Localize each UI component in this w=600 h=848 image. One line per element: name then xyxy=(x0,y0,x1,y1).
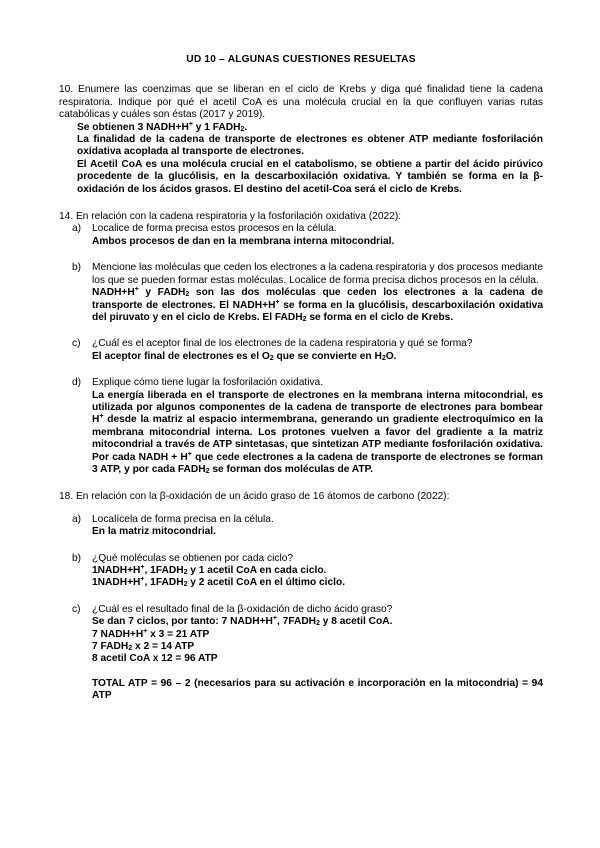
question-18a-answer: En la matriz mitocondrial. xyxy=(92,526,216,538)
superscript: + xyxy=(187,450,192,458)
answer-text: , 7FADH xyxy=(276,616,317,628)
question-10-text: 10. Enumere las coenzimas que se liberan en el ciclo de Krebs y diga qué finalidad tiene la cadena respiratoria. Indique por qué el acetil CoA es una molécula crucial en la que confluyen varias rutas catabólicas y cuáles son éstas (2017 y 2019). xyxy=(59,84,543,121)
question-18c-total: TOTAL ATP = 96 – 2 (necesarios para su activación e incorporación en la mitocondria) = 94 ATP xyxy=(92,677,543,702)
question-18b-text: ¿Qué moléculas se obtienen por cada ciclo? xyxy=(92,552,294,564)
question-14a xyxy=(59,223,543,248)
question-14c xyxy=(59,338,543,363)
question-18c-answer-line xyxy=(92,641,543,653)
subscript: 2 xyxy=(205,467,210,475)
superscript: + xyxy=(275,298,280,306)
subscript: 2 xyxy=(183,569,188,576)
answer-text: se forma en la glucólisis, descarboxilación oxidativa del piruvato y en el ciclo de Krebs. El FADH xyxy=(92,299,543,323)
question-14c-answer xyxy=(92,351,543,363)
question-18c-text: ¿Cuál es el resultado final de la β-oxidación de dicho ácido graso? xyxy=(92,603,393,615)
spacer xyxy=(59,196,543,211)
subscript: 2 xyxy=(185,291,190,299)
subscript: 2 xyxy=(183,581,188,589)
answer-text: La energía liberada en el transporte de electrones en la membrana interna mitocondrial, es utilizada por algunos componentes de la cadena de transporte de electrones para bombear H xyxy=(92,389,543,426)
question-18-text: 18. En relación con la β-oxidación de un ácido graso de 16 átomos de carbono (2022): xyxy=(59,491,450,503)
answer-text: 7 NADH+H xyxy=(92,628,144,640)
answer-text: se forman dos moléculas de ATP. xyxy=(209,463,373,475)
spacer xyxy=(59,248,543,262)
subscript: 2 xyxy=(269,354,274,362)
item-label: d) xyxy=(72,377,82,389)
answer-text: son las dos moléculas que ceden los electrones a la cadena de transporte de electrones. El NADH+H xyxy=(92,287,543,311)
answer-text: 7 FADH xyxy=(92,641,129,653)
question-14d-text: Explique cómo tiene lugar la fosforilación oxidativa. xyxy=(92,377,324,389)
answer-text: O. xyxy=(385,350,397,362)
question-14b-text: Mencione las moléculas que ceden los electrones a la cadena respiratoria y dos procesos mediante los que se pueden formar estas moléculas. Localice de forma precisa dichos procesos en la célula. xyxy=(92,262,543,286)
spacer xyxy=(59,539,543,553)
answer-text: 1NADH+H xyxy=(92,565,141,576)
superscript: + xyxy=(143,627,148,635)
subscript: 2 xyxy=(240,125,245,133)
question-18 xyxy=(59,491,543,702)
spacer xyxy=(59,504,543,514)
spacer xyxy=(59,476,543,491)
question-10-answer xyxy=(77,122,543,196)
subscript: 2 xyxy=(316,620,320,628)
superscript: + xyxy=(99,413,104,421)
question-18c-answer-line xyxy=(92,616,543,628)
answer-text: y FADH xyxy=(138,287,186,299)
answer-finalidad: La finalidad de la cadena de transporte de electrones es obtener ATP mediante fosforilación oxidativa acoplada al transporte de electrones. xyxy=(77,134,543,158)
spacer xyxy=(59,324,543,338)
answer-text: , 1FADH xyxy=(144,565,184,576)
answer-text: Se dan 7 ciclos, por tanto: 7 NADH+H xyxy=(92,616,273,628)
answer-text: y 1 FADH xyxy=(192,121,241,133)
item-label: a) xyxy=(72,223,82,235)
item-label: a) xyxy=(72,513,82,525)
page-title: UD 10 – ALGUNAS CUESTIONES RESUELTAS xyxy=(186,54,416,65)
superscript: + xyxy=(134,286,139,294)
question-14-text: 14. En relación con la cadena respiratoria y la fosforilación oxidativa (2022): xyxy=(59,211,402,223)
answer-text: NADH+H xyxy=(92,287,135,299)
subscript: 2 xyxy=(381,354,386,362)
question-18c-answer-line xyxy=(92,629,543,641)
answer-text: . xyxy=(244,121,248,133)
answer-text: Se obtienen 3 NADH+H xyxy=(77,121,189,133)
question-18a-text: Localícela de forma precisa en la célula. xyxy=(92,513,274,525)
question-18b-answer-line xyxy=(92,565,543,577)
item-label: c) xyxy=(72,603,81,615)
spacer xyxy=(59,590,543,604)
answer-text: y 2 acetil CoA en el último ciclo. xyxy=(187,577,346,589)
question-14b xyxy=(59,262,543,324)
answer-text: El aceptor final de electrones es el O xyxy=(92,350,270,362)
answer-coenzymes xyxy=(77,122,543,134)
question-14d-answer xyxy=(92,390,543,477)
question-14c-text: ¿Cuál es el aceptor final de los electrones de la cadena respiratoria y qué se forma? xyxy=(92,338,473,350)
answer-text: x 2 = 14 ATP xyxy=(132,641,195,653)
question-18c-answer-line: 8 acetil CoA x 12 = 96 ATP xyxy=(92,653,218,665)
question-18a xyxy=(59,514,543,539)
superscript: + xyxy=(140,576,145,584)
subscript: 2 xyxy=(302,315,307,323)
answer-text: 1NADH+H xyxy=(92,577,141,589)
answer-text: que se convierte en H xyxy=(273,350,382,362)
answer-text: , 1FADH xyxy=(144,577,184,589)
subscript: 2 xyxy=(128,645,133,653)
question-10 xyxy=(59,84,543,196)
answer-text: se forma en el ciclo de Krebs. xyxy=(306,311,454,323)
question-14a-text: Localice de forma precisa estos procesos en la célula. xyxy=(92,223,337,235)
answer-acetil-coa: El Acetil CoA es una molécula crucial en el catabolismo, se obtiene a partir del ácido pirúvico procedente de la glucólisis, en la descarboxilación oxidativa. Y también se forma en la β-oxidación de los ácidos grasos. El destino del acetil-Coa será el ciclo de Krebs. xyxy=(77,158,543,195)
question-14 xyxy=(59,211,543,476)
question-14b-answer xyxy=(92,287,543,324)
question-14a-answer: Ambos procesos de dan en la membrana interna mitocondrial. xyxy=(92,235,395,247)
question-18c xyxy=(59,604,543,703)
answer-text: y 1 acetil CoA en cada ciclo. xyxy=(187,565,327,576)
answer-text: que cede electrones a la cadena de transporte de electrones se forman 3 ATP, y por cada FADH xyxy=(92,451,543,475)
spacer xyxy=(59,363,543,377)
question-18b xyxy=(59,553,543,590)
question-18b-answer-line xyxy=(92,577,543,589)
question-14d xyxy=(59,377,543,476)
answer-text: x 3 = 21 ATP xyxy=(147,628,210,640)
item-label: c) xyxy=(72,338,81,350)
item-label: b) xyxy=(72,262,82,274)
answer-text: y 8 acetil CoA. xyxy=(319,616,393,628)
superscript: + xyxy=(272,615,277,623)
spacer xyxy=(92,666,543,678)
item-label: b) xyxy=(72,552,82,564)
answer-text: desde la matriz al espacio intermembrana, generando un gradiente electroquímico en la membrana mitocondrial interna. Los protones vuelven a favor del gradiente a la matriz mitocondrial a través de ATP sintetasas, que sintetizan ATP mediante fosforilación oxidativa. Por cada NADH + H xyxy=(92,414,543,463)
superscript: + xyxy=(188,120,193,128)
superscript: + xyxy=(140,564,145,571)
